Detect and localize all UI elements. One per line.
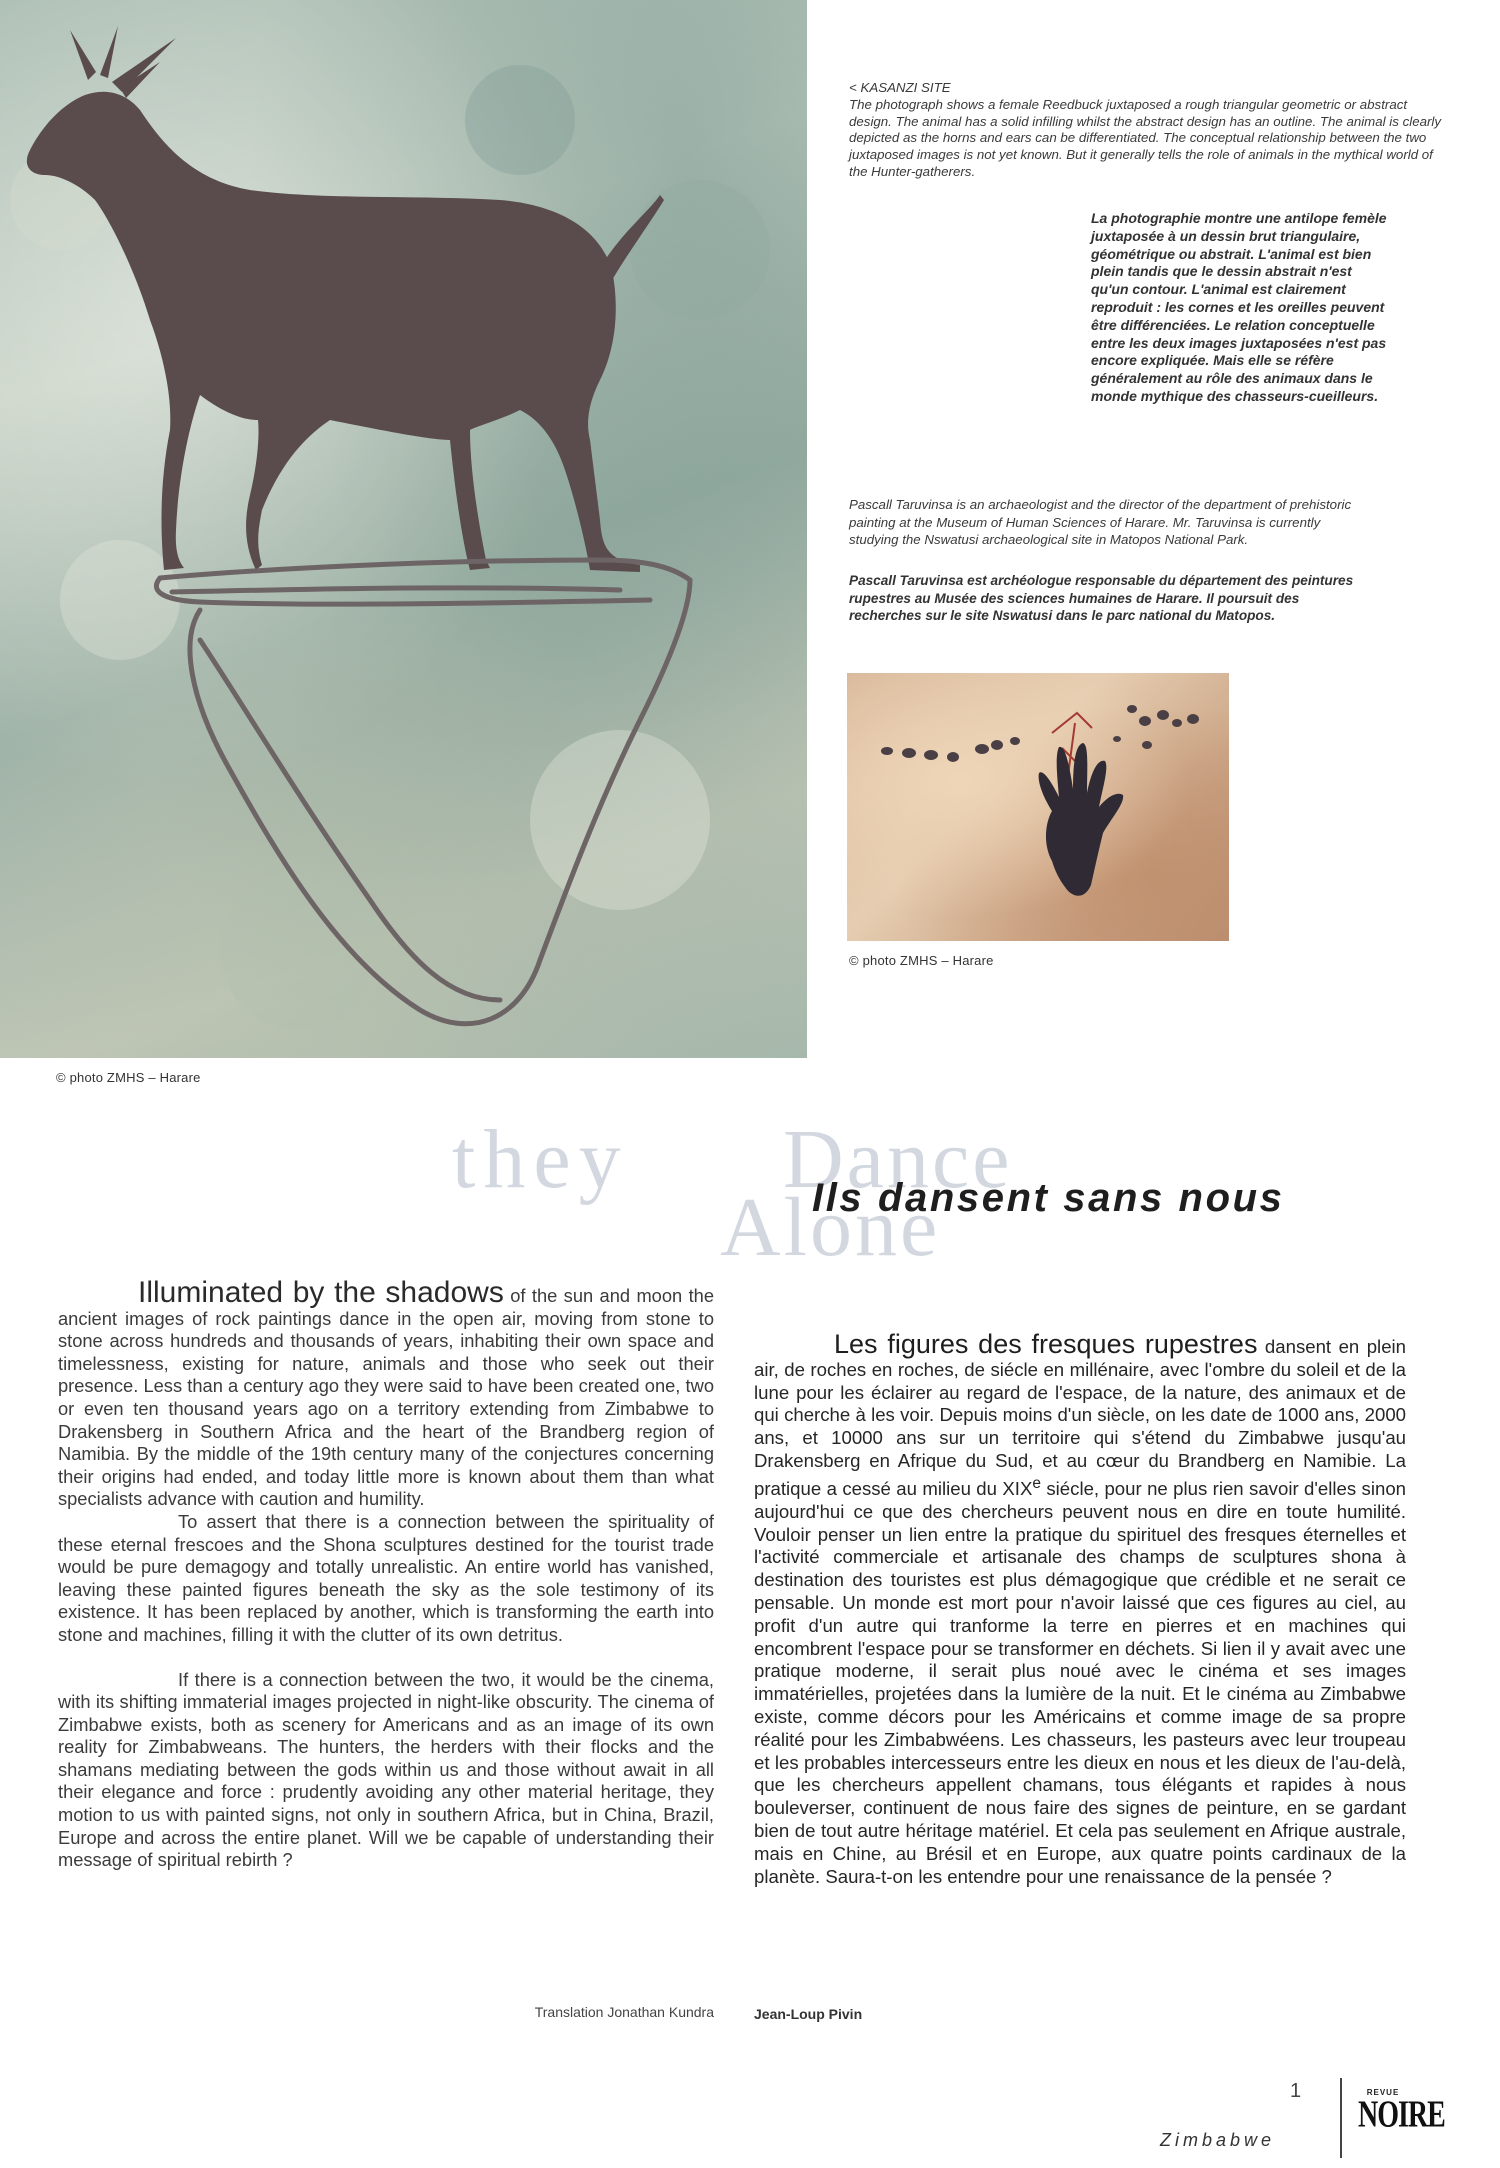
article-english [58, 1276, 714, 1872]
title-alone: Alone [720, 1181, 941, 1274]
caption-english-text: The photograph shows a female Reedbuck juxtaposed a rough triangular geometric or abstract design. The animal has a solid infilling whilst the abstract design has an outline. The animal is clearly depicted as the horns and ears can be differentiated. The conceptual relationship between the two juxtaposed images is not yet known. But it generally tells the role of animals in the mythical world of the Hunter-gatherers. [849, 96, 1442, 179]
footer-country: Zimbabwe [1160, 2130, 1276, 2150]
author-bio-french: Pascall Taruvinsa est archéologue responsable du département des peintures rupestres au Musée des sciences humaines de Harare. Il poursuit des recherches sur le site Nswatusi dans le parc national du Matopos. [849, 573, 1354, 623]
main-photo-credit: © photo ZMHS – Harare [56, 1070, 201, 1085]
article-english-p1: of the sun and moon the ancient images of rock paintings dance in the open air, moving from stone to stone across hundreds and thousands of years, inhabiting their own space and timelessness, existing for nature, animals and those who seek out their presence. Less than a century ago they were said to have been created one, two or even ten thousand years ago on a territory extending from Zimbabwe to Drakensberg in Southern Africa and the heart of the Brandberg region of Namibia. By the middle of the 19th century many of the conjectures concerning their origins had ended, and today little more is known about them than what specialists advance with caution and humility. [58, 1285, 714, 1510]
translation-credit: Translation Jonathan Kundra [534, 2004, 714, 2020]
title-dance: Dance [783, 1113, 1013, 1206]
page-number: 1 [1290, 2080, 1302, 2102]
revue-noire-logo [1358, 2088, 1445, 2144]
hand-print [1039, 743, 1124, 896]
article-english-paragraph-2: To assert that there is a connection between the spirituality of these eternal frescoes and the Shona sculptures destined for the tourist trade would be pure demagogy and totally unrealistic. An entire world has vanished, leaving these painted figures beneath the sky as the sole testimony of its existence. It has been replaced by another, which is transforming the earth into stone and machines, filling it with the clutter of its own detritus. [58, 1510, 714, 1645]
article-french-superscript: e [1032, 1474, 1041, 1492]
footer-divider [1340, 2078, 1342, 2158]
article-french [754, 1329, 1407, 1888]
title-they: they [452, 1113, 629, 1206]
dot-trail [881, 705, 1199, 762]
reedbuck-painting [0, 0, 807, 1058]
logo-revue: REVUE [1366, 2088, 1400, 2097]
article-english-paragraph-1 [58, 1276, 714, 1511]
author-bio-english: Pascall Taruvinsa is an archaeologist and the director of the department of prehistoric painting at the Museum of Human Sciences of Harare. Mr. Taruvinsa is currently studying the Nswatusi archaeological site in Matopos National Park. [849, 497, 1352, 547]
caption-french: La photographie montre une antilope femèle juxtaposée à un dessin brut triangulaire, géométrique ou abstrait. L'animal est bien plein tandis que le dessin abstrait n'est qu'un contour. L'animal est clairement reproduit : les cornes et les oreilles peuvent être différenciées. Le relation conceptuelle entre les deux images juxtaposées n'est pas encore expliquée. Mais elle se réfère généralement au rôle des animaux dans le monde mythique des chasseurs-cueilleurs. [1091, 210, 1387, 404]
main-rock-painting-photo [0, 0, 807, 1058]
hand-painting-photo [847, 673, 1229, 941]
hand-painting [847, 673, 1229, 941]
article-english-lead: Illuminated by the shadows [138, 1276, 504, 1309]
article-french-paragraph [754, 1329, 1407, 1888]
article-french-p1a: dansent en plein air, de roches en roches, de siécle en millénaire, avec l'ombre du soleil et de la lune pour les éclairer au regard de l'espace, de la nature, des animaux et de qui cherche à les voir. Depuis moins d'un siècle, on les date de 1000 ans, 2000 ans, et 10000 ans sur un territoire qui s'étend du Zimbabwe jusqu'au Drakensberg en Afrique du Sud, et au cœur du Brandberg en Namibie. La pratique a cessé au milieu du XIX [754, 1336, 1407, 1499]
site-label: < KASANZI SITE [849, 80, 951, 95]
hand-photo-credit: © photo ZMHS – Harare [849, 953, 994, 968]
article-french-lead: Les figures des fresques rupestres [834, 1329, 1258, 1359]
article-french-p1b: siécle, pour ne plus rien savoir d'elles sinon aujourd'hui ce que des chercheurs peuvent nous en dire en toute humilité. Vouloir penser un lien entre la pratique du spirituel des fresques éternelles et l'activité commerciale et artisanale des champs de sculptures shona à destination des touristes est plus démagogique que crédible et ne serait ce pensable. Un monde est mort pour n'avoir laissé que ces figures au ciel, au profit d'un autre qui tranforme la terre en pierres et en machines qui encombrent l'espace pour se transformer en déchets. Si lien il y avait avec une pratique moderne, il serait plus noué avec le cinéma et ses images immatérielles, projetées dans la lumière de la nuit. Et le cinéma au Zimbabwe existe, comme décors pour les Américains et comme image de sa propre réalité pour les Zimbabwéens. Les chasseurs, les pasteurs avec leur troupeau et les probables intercesseurs entre les dieux en nous et les dieux de l'au-delà, que les chercheurs appellent chamans, tous élégants et rapides à nous bouleverser, continuent de nous faire des signes de peinture, en se gardant bien de tout autre héritage matériel. Et cela pas seulement en Afrique australe, mais en Chine, au Brésil et en Europe, aux quatre points cardinaux de la planète. Saura-t-on les entendre pour une renaissance de la pensée ? [754, 1477, 1407, 1887]
article-english-paragraph-3: If there is a connection between the two, it would be the cinema, with its shifting immaterial images projected in night-like obscurity. The cinema of Zimbabwe exists, both as scenery for Americans and as an image of its own reality for Zimbabweans. The hunters, the herders with their flocks and the shamans mediating between the gods within us and those without await in all their elegance and force : prudently avoiding any other material heritage, they motion to us with painted signs, not only in southern Africa, but in China, Brazil, Europe and across the entire planet. Will we be capable of understanding their message of spiritual rebirth ? [58, 1668, 714, 1871]
author-name: Jean-Loup Pivin [754, 2006, 863, 2022]
caption-english [849, 80, 1449, 181]
title-french: Ils dansent sans nous [812, 1176, 1285, 1220]
logo-noire: NOIRE [1358, 2094, 1445, 2137]
